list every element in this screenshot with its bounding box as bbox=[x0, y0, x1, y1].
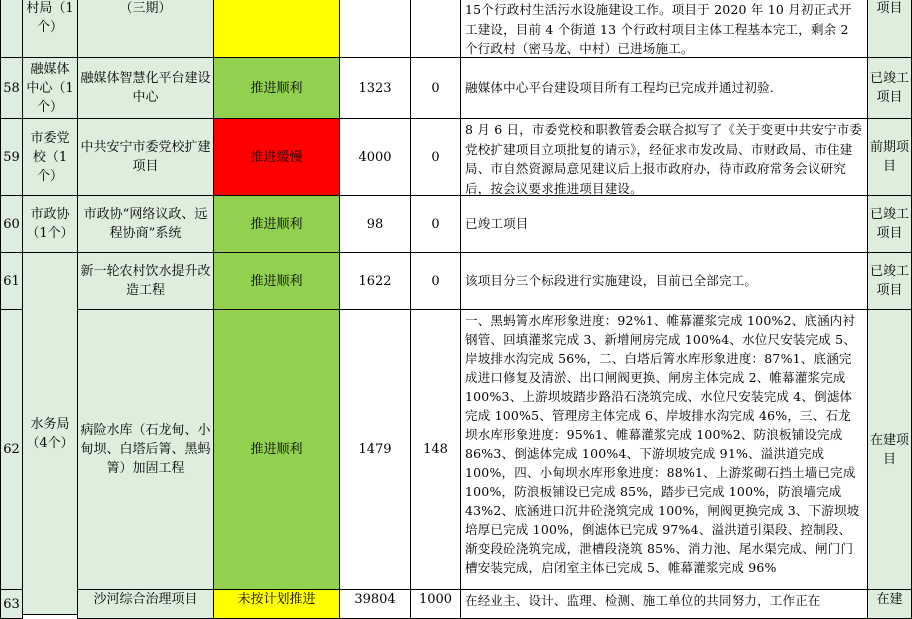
row58-status: 推进顺利 bbox=[213, 57, 340, 119]
row61-done: 0 bbox=[410, 252, 461, 310]
row63-stage: 在建 bbox=[867, 589, 912, 619]
row60-done: 0 bbox=[410, 195, 461, 253]
row61-desc: 该项目分三个标段进行实施建设，目前已全部完工。 bbox=[460, 252, 868, 310]
row60-stage: 已竣工项目 bbox=[867, 195, 912, 253]
row62-desc: 一、黑蚂箐水库形象进度：92%1、帷幕灌浆完成 100%2、底涵内衬钢管、回填灌浆完成 3、新增闸房完成 100%4、水位尺安装完成 5、岸坡排水沟完成 56%，二、白塔后箐水库形象进度：87%1、底涵完成进口修复及清淤、出口闸阀更换、闸房主体完成 2、帷幕灌浆完成 100%3、上游坝坡踏步路沿石浇筑完成、水位尺安装完成 4、倒滤体完成 100%5、管理房主体完成 6、岸坡排水沟完成 46%，三、石龙坝水库形象进度：95%1、帷幕灌浆完成 100%2、防浪板铺设完成 86%3、倒滤体完成 100%4、下游坝坡完成 91%、溢洪道完成 100%，四、小甸坝水库形象进度：88%1、上游浆砌石挡土墙已完成 100%，防浪板铺设已完成 85%，踏步已完成 100%，防浪墙完成 43%2、底涵进口沉井砼浇筑完成 100%，闸阀更换完成 3、下游坝坡培厚已完成 100%，倒滤体已完成 97%4、溢洪道引渠段、控制段、渐变段砼浇筑完成，泄槽段浇筑 85%、消力池、尾水渠完成、闸门门槽安装完成，启闭室主体已完成 5、帷幕灌浆完成 96% bbox=[460, 309, 868, 590]
row63-no: 63 bbox=[0, 589, 23, 619]
row61-invest: 1622 bbox=[339, 252, 411, 310]
row59-desc: 8 月 6 日，市委党校和职教管委会联合拟写了《关于变更中共安宁市委党校扩建项目立项批复的请示》，经征求市发改局、市财政局、市住建局、市自然资源局意见建议后上报市政府办，待市政府常务会议研究后，按会议要求推进项目建设。 bbox=[460, 118, 868, 196]
row62-status: 推进顺利 bbox=[213, 309, 340, 590]
row60-name: 市政协“网络议政、远程协商”系统 bbox=[77, 195, 214, 253]
row62-stage: 在建项目 bbox=[867, 309, 912, 590]
row59-invest: 4000 bbox=[339, 118, 411, 196]
row0-invest bbox=[339, 0, 411, 58]
row58-done: 0 bbox=[410, 57, 461, 119]
row59-name: 中共安宁市委党校扩建项目 bbox=[77, 118, 214, 196]
row61-status: 推进顺利 bbox=[213, 252, 340, 310]
row61-dept: 水务局（4个） bbox=[22, 252, 78, 615]
row61-no: 61 bbox=[0, 252, 23, 310]
row58-desc: 融媒体中心平台建设项目所有工程均已完成并通过初验. bbox=[460, 57, 868, 119]
row58-dept: 融媒体中心（1个） bbox=[22, 57, 78, 119]
row59-no: 59 bbox=[0, 118, 23, 196]
row60-desc: 已竣工项目 bbox=[460, 195, 868, 253]
row61-name: 新一轮农村饮水提升改造工程 bbox=[77, 252, 214, 310]
row58-name: 融媒体智慧化平台建设中心 bbox=[77, 57, 214, 119]
row63-status: 未按计划推进 bbox=[213, 589, 340, 619]
row60-status: 推进顺利 bbox=[213, 195, 340, 253]
row0-dept: 村局（1个） bbox=[22, 0, 78, 58]
row58-no: 58 bbox=[0, 57, 23, 119]
row0-done bbox=[410, 0, 461, 58]
row62-no: 62 bbox=[0, 309, 23, 590]
row59-stage: 前期项目 bbox=[867, 118, 912, 196]
row58-stage: 已竣工项目 bbox=[867, 57, 912, 119]
row62-invest: 1479 bbox=[339, 309, 411, 590]
row62-done: 148 bbox=[410, 309, 461, 590]
row0-status bbox=[213, 0, 340, 58]
row60-no: 60 bbox=[0, 195, 23, 253]
row61-stage: 已竣工项目 bbox=[867, 252, 912, 310]
row0-desc: 15个行政村生活污水设施建设工作。项目于 2020 年 10 月初正式开工建设，目前 4 个街道 13 个行政村项目主体工程基本完工，剩余 2 个行政村（密马龙、中村）已进场施工。 bbox=[460, 0, 868, 58]
row58-invest: 1323 bbox=[339, 57, 411, 119]
row62-name: 病险水库（石龙甸、小甸坝、白塔后箐、黑蚂箐）加固工程 bbox=[77, 309, 214, 590]
row63-name: 沙河综合治理项目 bbox=[77, 589, 214, 619]
row63-desc: 在经业主、设计、监理、检测、施工单位的共同努力，工作正在 bbox=[460, 589, 868, 619]
row0-stage: 项目 bbox=[867, 0, 912, 58]
row63-done: 1000 bbox=[410, 589, 461, 619]
row0-name: （三期） bbox=[77, 0, 214, 58]
row59-done: 0 bbox=[410, 118, 461, 196]
row0-no bbox=[0, 0, 23, 58]
row59-status: 推进缓慢 bbox=[213, 118, 340, 196]
row60-invest: 98 bbox=[339, 195, 411, 253]
row60-dept: 市政协（1个） bbox=[22, 195, 78, 253]
row63-invest: 39804 bbox=[339, 589, 411, 619]
row59-dept: 市委党校（1个） bbox=[22, 118, 78, 196]
